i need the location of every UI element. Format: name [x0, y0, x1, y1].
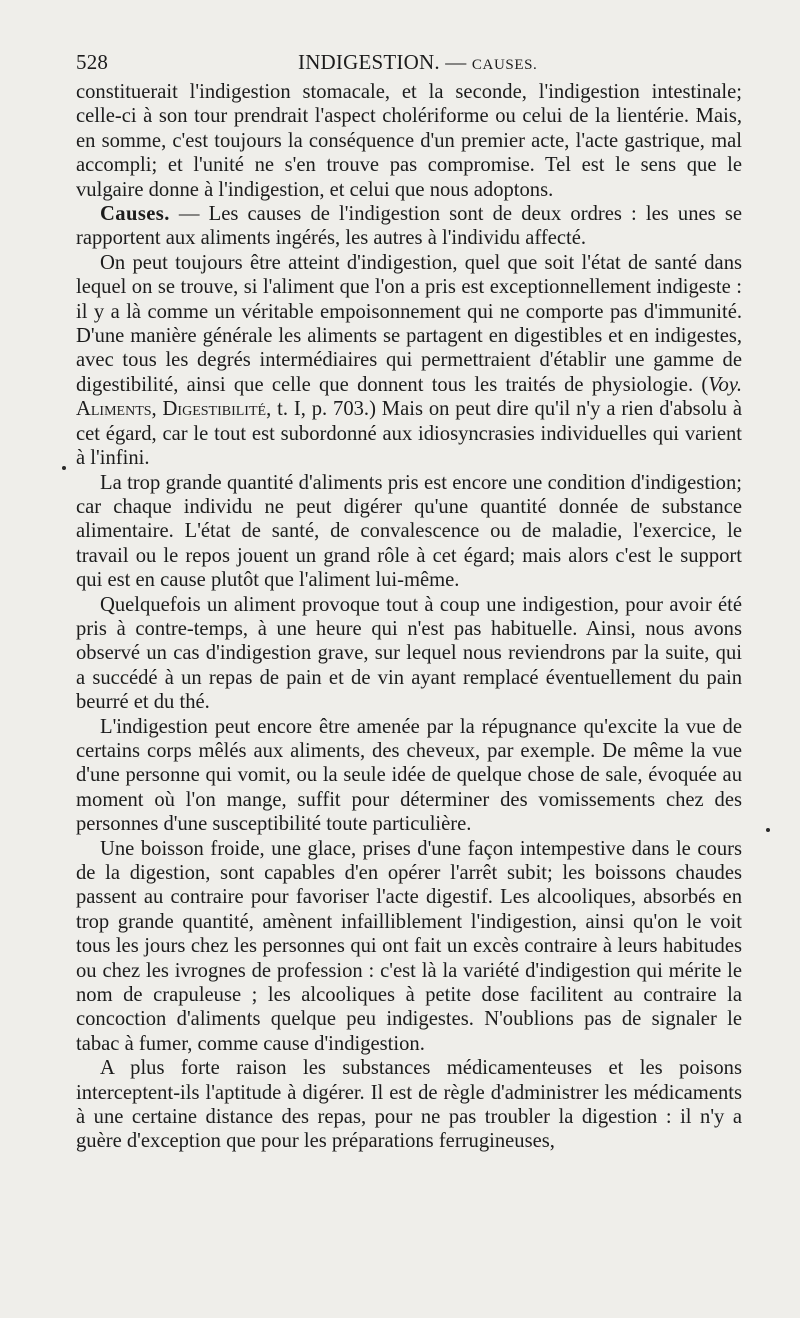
book-page: [76, 46, 742, 1154]
running-title-dash: —: [439, 50, 472, 74]
cross-reference-entries: Aliments, Digestibilité: [76, 398, 267, 421]
section-name: CAUSES.: [471, 57, 538, 73]
margin-dot-left: [62, 466, 66, 470]
margin-dot-right: [766, 828, 770, 832]
paragraph-causes: [76, 202, 742, 251]
running-title: [298, 46, 537, 81]
paragraph-digestibility: [76, 251, 742, 471]
paragraph-continued: constituerait l'indigestion stomacale, et la seconde, l'indigestion intestinale; celle-ci à son tour prendrait l'aspect cholériforme ou celui de la lientérie. Mais, en somme, c'est toujours la conséquence d'un premier acte, l'acte gastrique, mal accompli; et l'unité ne s'en trouve pas compromise. Tel est le sens que le vulgaire donne à l'indigestion, et celui que nous adoptons.: [76, 81, 742, 201]
running-title-text: INDIGESTION.: [298, 50, 440, 74]
paragraph-quantity: La trop grande quantité d'aliments pris est encore une condition d'indigestion; car chaque individu ne peut digérer qu'une quantité donnée de substance alimentaire. L'état de santé, de convalescence ou de maladie, l'exercice, le travail ou le repos jouent un grand rôle à cet égard; mais alors c'est le support qui est en cause plutôt que l'aliment lui-même.: [76, 471, 742, 592]
section-lead-causes: Causes.: [100, 203, 170, 226]
paragraph-digestibility-text-after: , t. I, p. 703.) Mais on peut dire qu'il n'y a rien d'absolu à cet égard, car le tout est subordonné aux idiosyncrasies individuelles qui varient à l'infini.: [76, 398, 742, 470]
paragraph-repugnance: L'indigestion peut encore être amenée par la répugnance qu'excite la vue de certains corps mêlés aux aliments, des cheveux, par exemple. De même la vue d'une personne qui vomit, ou la seule idée de quelque chose de sale, évoquée au moment où l'on mange, suffit pour déterminer des vomissements chez des personnes d'une susceptibilité toute particulière.: [76, 715, 742, 836]
paragraph-digestibility-text-before: On peut toujours être atteint d'indigestion, quel que soit l'état de santé dans lequel on se trouve, si l'aliment que l'on a pris est exceptionnellement indigeste : il y a là comme un véritable empoisonnement qui ne comporte pas d'immunité. D'une manière générale les aliments se partagent en digestibles et en indigestes, avec tous les degrés intermédiaires qui permettraient d'établir une gamme de digestibilité, ainsi que celle que donnent tous les traités de physiologie. (: [76, 251, 742, 396]
paragraph-drinks: Une boisson froide, une glace, prises d'une façon intempestive dans le cours de la digestion, sont capables d'en opérer l'arrêt subit; les boissons chaudes passent au contraire pour favoriser l'acte digestif. Les alcooliques, absorbés en trop grande quantité, amènent infailliblement l'indigestion, ainsi qu'on le voit tous les jours chez les personnes qui ont fait un excès contraire à leurs habitudes ou chez les ivrognes de profession : c'est là la variété d'indigestion qui mérite le nom de crapuleuse ; les alcooliques à petite dose facilitent au contraire la concoction d'aliments quelque peu indigestes. N'oublions pas de signaler le tabac à fumer, comme cause d'indigestion.: [76, 837, 742, 1055]
cross-reference-voy: Voy.: [708, 373, 742, 396]
paragraph-timing: Quelquefois un aliment provoque tout à coup une indigestion, pour avoir été pris à contre-temps, à une heure qui n'est pas habituelle. Ainsi, nous avons observé un cas d'indigestion grave, sur lequel nous reviendrons par la suite, qui a succédé à un repas de pain et de vin ayant remplacé éventuellement du pain beurré et du thé.: [76, 593, 742, 714]
running-header: [76, 46, 742, 78]
page-number: 528: [76, 50, 109, 74]
paragraph-medicines: A plus forte raison les substances médicamenteuses et les poisons interceptent-ils l'aptitude à digérer. Il est de règle d'administrer les médicaments à une certaine distance des repas, pour ne pas troubler la digestion : il n'y a guère d'exception que pour les préparations ferrugineuses,: [76, 1057, 742, 1153]
paragraph-causes-text: — Les causes de l'indigestion sont de deux ordres : les unes se rapportent aux aliments ingérés, les autres à l'individu affecté.: [76, 203, 742, 250]
body-text: [76, 80, 742, 1154]
